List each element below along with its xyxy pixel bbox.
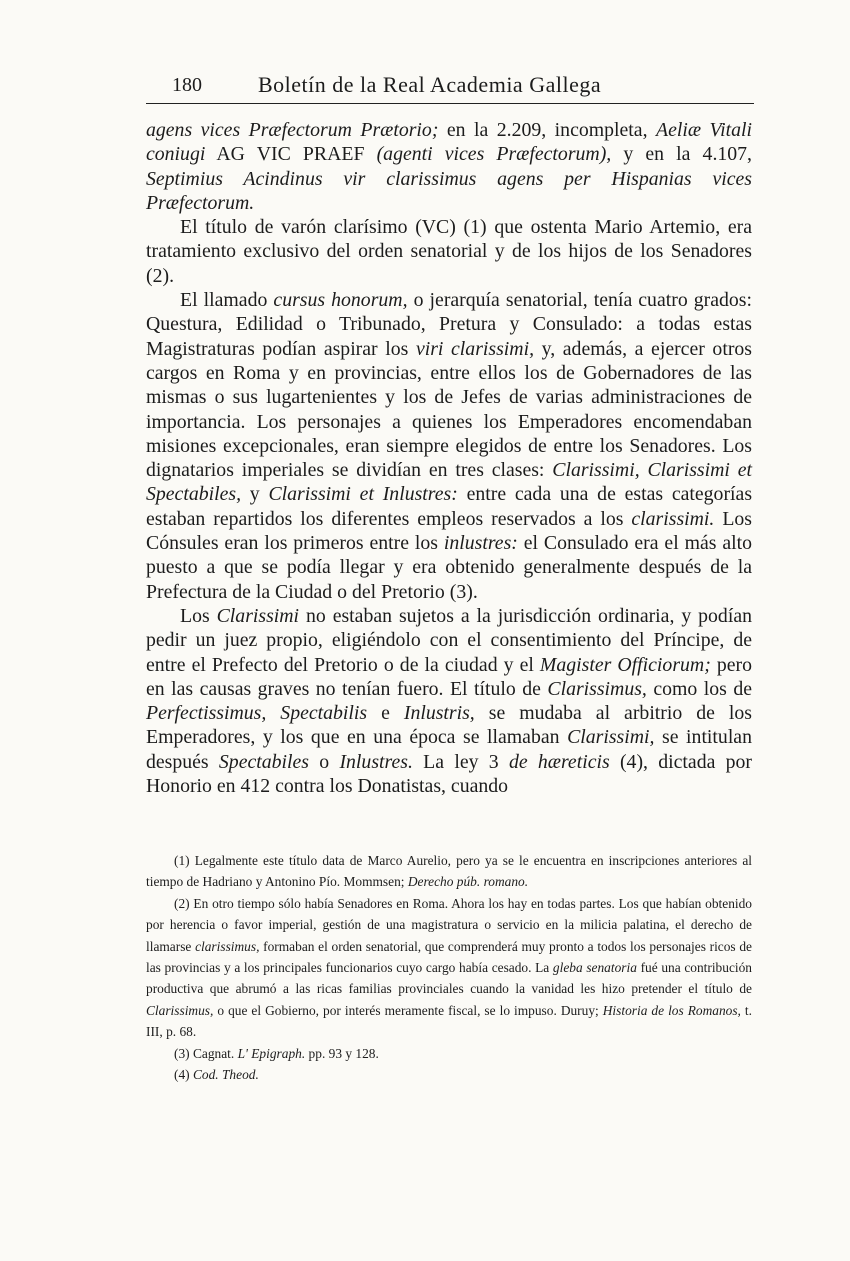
body-text xyxy=(146,118,752,798)
header-rule xyxy=(146,103,754,104)
running-title: Boletín de la Real Academia Gallega xyxy=(258,72,602,97)
footnote xyxy=(146,1064,752,1085)
text-run: AG VIC PRAEF xyxy=(205,143,377,166)
text-run: y xyxy=(241,483,269,506)
page-number: 180 xyxy=(172,74,202,96)
text-run: y en la 4.107, xyxy=(611,143,753,166)
text-run: El llamado xyxy=(180,289,274,312)
italic-text: Septimius Acindinus vir clarissimus agens per Hispanias vices Præfectorum. xyxy=(146,167,752,214)
footnote xyxy=(146,850,752,893)
italic-text: Derecho púb. romano. xyxy=(407,874,529,890)
italic-text: gleba senatoria xyxy=(552,960,637,976)
italic-text: Spectabiles xyxy=(218,750,309,773)
footnotes xyxy=(146,850,752,1085)
text-run: pero en las causas graves no tenían fuero. El título de xyxy=(146,653,752,700)
body-paragraph xyxy=(146,288,752,604)
footnote xyxy=(146,893,752,1043)
italic-text: Clarissimi, Clarissimi et Spectabiles, xyxy=(146,459,752,506)
text-run: no estaban sujetos a la jurisdicción ordinaria, y podían pedir un juez propio, eligiéndolo con el consentimiento del Príncipe, de entre el Prefecto del Pretorio o de la ciudad y el xyxy=(146,604,752,676)
italic-text: L' Epigraph. xyxy=(237,1045,306,1061)
text-run: (3) Cagnat. xyxy=(174,1045,238,1061)
italic-text: Clarissimi xyxy=(216,604,300,627)
page-header xyxy=(146,72,752,102)
text-run: (2) En otro tiempo sólo había Senadores en Roma. Ahora los hay en todas partes. Los que habían obtenido por herencia o favor imperial, gestión de una magistratura o servicio en la milicia palatina, el derecho de llamarse xyxy=(146,895,752,954)
text-run: El título de varón clarísimo (VC) (1) que ostenta Mario Artemio, era tratamiento exclusivo del orden senatorial y de los hijos de los Senadores (2). xyxy=(146,216,752,287)
text-run: formaban el orden senatorial, que comprenderá muy pronto a todos los personajes ricos de las provincias y a los principales funcionarios cuyo cargo había cesado. La xyxy=(146,938,752,976)
text-run: fué una contribución productiva que abrumó a las ricas familias provinciales cuando la vanidad les hizo pretender el título de xyxy=(146,960,753,997)
text-run: se mudaba al arbitrio de los Emperadores, y los que en una época se llamaban xyxy=(146,702,752,749)
italic-text: Clarissimi, xyxy=(567,726,655,749)
italic-text: viri clarissimi, xyxy=(415,337,535,360)
footnote xyxy=(146,1043,752,1064)
text-run: entre cada una de estas categorías estaban repartidos los diferentes empleos reservados a los xyxy=(146,483,753,530)
italic-text: Clarissimus, xyxy=(547,677,647,700)
text-run: como los de xyxy=(646,677,752,700)
text-run: t. III, p. 68. xyxy=(146,1002,752,1040)
italic-text: Inlustres. xyxy=(339,750,413,773)
text-run: el Consulado era el más alto puesto a que se podía llegar y era obtenido generalmente después de la Prefectura de la Ciudad o del Pretorio (3). xyxy=(146,532,752,603)
text-run: Los xyxy=(180,604,217,627)
italic-text: cursus honorum, xyxy=(273,289,408,312)
text-run: se intitulan después xyxy=(146,726,752,773)
body-paragraph xyxy=(146,215,752,288)
body-paragraph xyxy=(146,604,752,798)
text-run: o xyxy=(309,750,340,773)
italic-text: Clarissimus, xyxy=(146,1002,214,1018)
text-run: (4), dictada por Honorio en 412 contra los Donatistas, cuando xyxy=(146,750,753,798)
italic-text: Cod. Theod. xyxy=(192,1067,259,1083)
italic-text: inlustres: xyxy=(443,532,518,555)
text-run: (1) Legalmente este título data de Marco Aurelio, pero ya se le encuentra en inscripciones anteriores al tiempo de Hadriano y Antonino Pío. Mommsen; xyxy=(146,853,752,890)
text-run: e xyxy=(367,702,404,725)
italic-text: (agenti vices Præfectorum), xyxy=(376,143,612,166)
italic-text: Inlustris, xyxy=(403,702,475,725)
body-paragraph xyxy=(146,118,752,215)
italic-text: de hæreticis xyxy=(508,750,610,773)
text-run: (4) xyxy=(174,1067,193,1083)
italic-text: clarissimi. xyxy=(631,507,715,530)
text-run: en la 2.209, incompleta, xyxy=(438,119,656,141)
text-run: y, además, a ejercer otros cargos en Roma y en provincias, entre ellos los de Gobernadores de las mismas o sus lugartenientes y los de Jefes de varias administraciones de importancia. Los personajes a quienes los Emperadores encomendaban misiones excepcionales, eran siempre elegidos de entre los Senadores. Los dignatarios imperiales se dividían en tres clases: xyxy=(146,337,752,482)
italic-text: Historia de los Romanos, xyxy=(602,1002,741,1018)
text-run: La ley 3 xyxy=(412,750,509,773)
italic-text: clarissimus, xyxy=(195,938,260,954)
italic-text: Aeliæ Vitali coniugi xyxy=(146,119,752,166)
text-run: Los Cónsules eran los primeros entre los xyxy=(146,507,752,555)
text-run: pp. 93 y 128. xyxy=(305,1045,379,1061)
italic-text: Magister Officiorum; xyxy=(539,653,711,676)
italic-text: agens vices Præfectorum Prætorio; xyxy=(146,119,439,141)
italic-text: Clarissimi et Inlustres: xyxy=(268,483,458,506)
text-run: o jerarquía senatorial, tenía cuatro grados: Questura, Edilidad o Tribunado, Pretura y Consulado: a todas estas Magistraturas podían aspirar los xyxy=(146,289,752,360)
italic-text: Perfectissimus, Spectabilis xyxy=(146,702,368,725)
text-run: o que el Gobierno, por interés meramente fiscal, se lo impuso. Duruy; xyxy=(213,1002,603,1018)
